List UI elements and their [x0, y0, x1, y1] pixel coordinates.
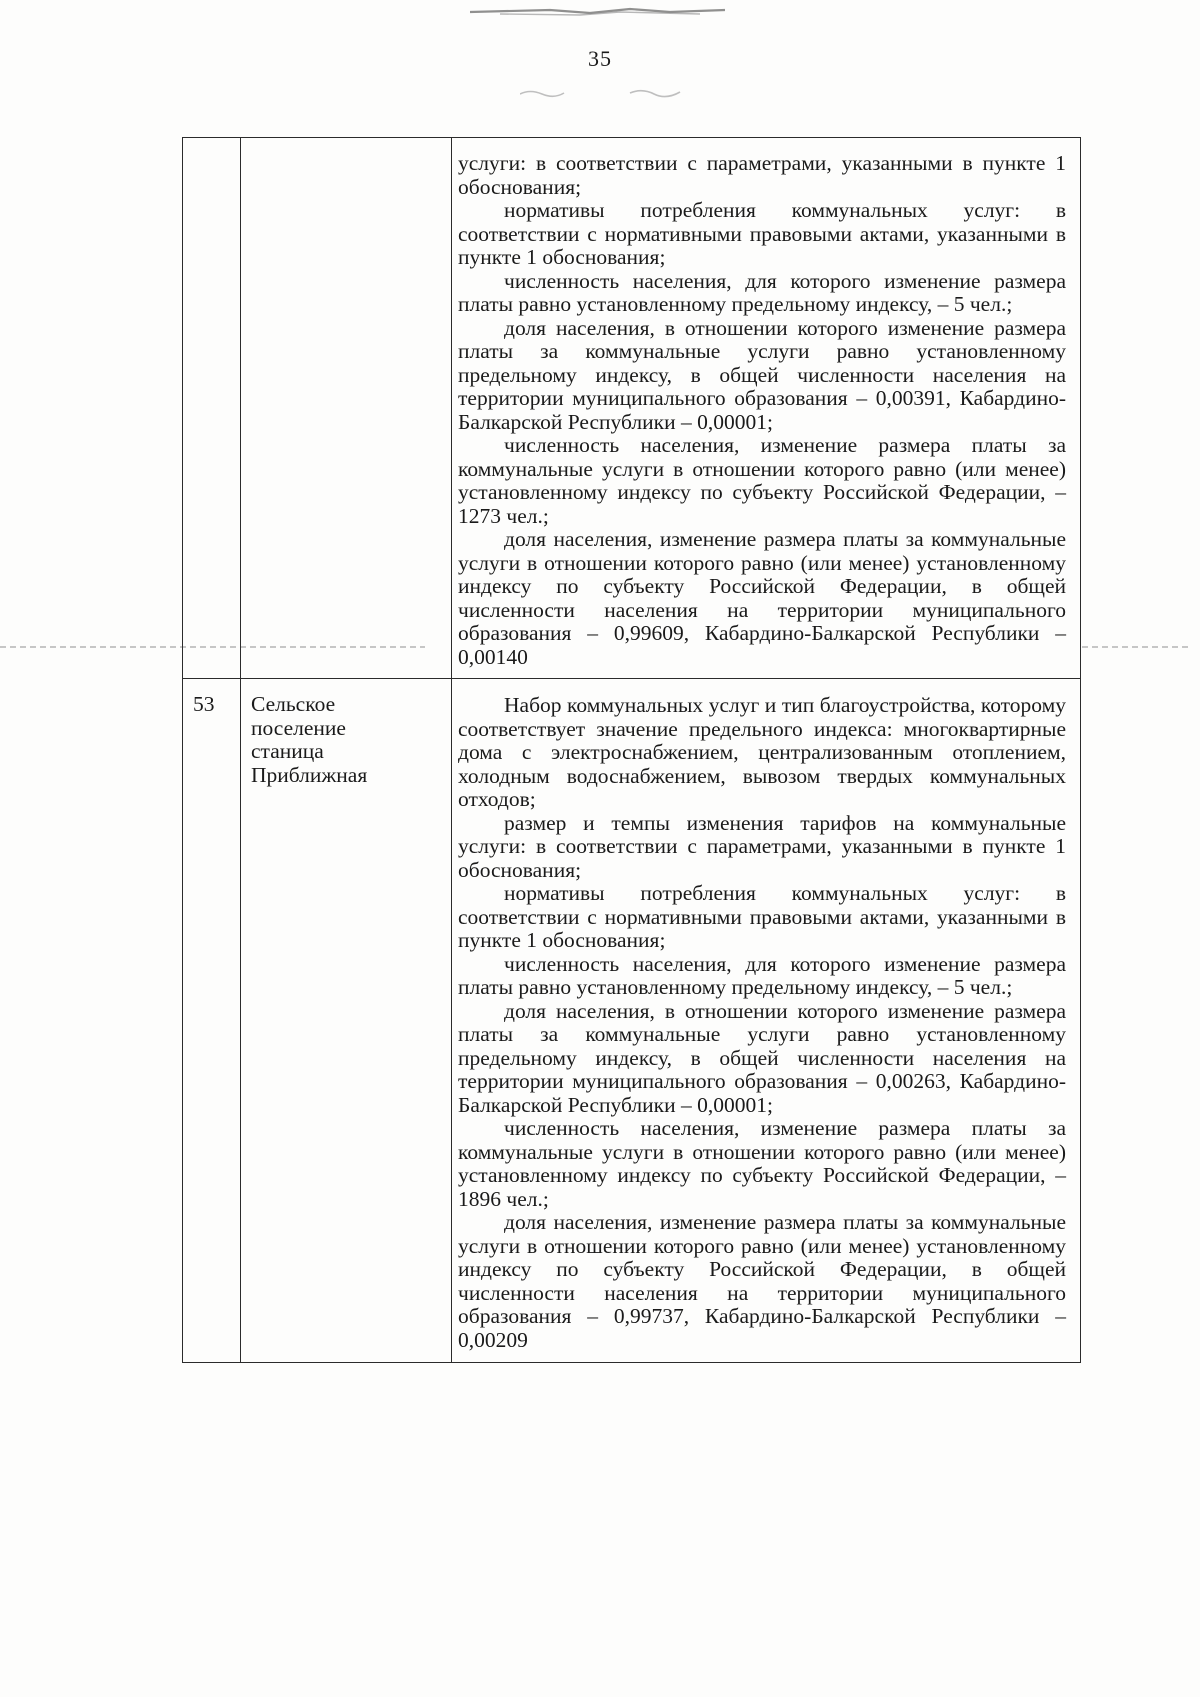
- page-number: 35: [588, 46, 612, 71]
- description-text: [458, 694, 1066, 1352]
- description-paragraph: численность населения, изменение размера платы за коммунальные услуги в отношении которого равно (или менее) установленному индексу по субъекту Российской Федерации, – 1896 чел.;: [458, 1116, 1066, 1211]
- description-paragraph: доля населения, в отношении которого изменение размера платы за коммунальные услуги равно установленному предельному индексу, в общей численности населения на территории муниципального образования – 0,00263, Кабардино-Балкарской Республики – 0,00001;: [458, 998, 1066, 1117]
- description-cell: [452, 679, 1081, 1363]
- table-row-continued: [183, 138, 1081, 679]
- settlement-name-line: поселение: [251, 715, 346, 740]
- description-cell: [452, 138, 1081, 679]
- description-paragraph: нормативы потребления коммунальных услуг: в соответствии с нормативными правовыми актами, указанными в пункте 1 обоснования;: [458, 881, 1066, 952]
- description-paragraph: доля населения, в отношении которого изменение размера платы за коммунальные услуги равно установленному предельному индексу, в общей численности населения на территории муниципального образования – 0,00391, Кабардино-Балкарской Республики – 0,00001;: [458, 315, 1066, 434]
- row-number: 53: [193, 692, 215, 716]
- scan-artifact-top: [470, 6, 725, 18]
- description-paragraph: доля населения, изменение размера платы за коммунальные услуги в отношении которого равно (или менее) установленному индексу по субъекту Российской Федерации, в общей численности населения на территории муниципального образования – 0,99737, Кабардино-Балкарской Республики – 0,00209: [458, 1210, 1066, 1352]
- settlement-name-line: станица: [251, 739, 324, 763]
- settlement-name-line: Приближная: [251, 762, 368, 787]
- description-paragraph: услуги: в соответствии с параметрами, указанными в пункте 1 обоснования;: [458, 151, 1066, 199]
- settlement-name: [251, 693, 445, 787]
- description-paragraph: доля населения, изменение размера платы за коммунальные услуги в отношении которого равно (или менее) установленному индексу по субъекту Российской Федерации, в общей численности населения на территории муниципального образования – 0,99609, Кабардино-Балкарской Республики – 0,00140: [458, 527, 1066, 669]
- description-paragraph: размер и темпы изменения тарифов на коммунальные услуги: в соответствии с параметрами, указанными в пункте 1 обоснования;: [458, 810, 1066, 882]
- description-text: [458, 152, 1066, 669]
- data-table: [182, 137, 1081, 1363]
- settlement-name-line: Сельское: [251, 692, 336, 716]
- settlement-name-cell: [241, 679, 452, 1363]
- description-paragraph: численность населения, для которого изменение размера платы равно установленному предельному индексу, – 5 чел.;: [458, 268, 1066, 316]
- settlement-name-cell: [241, 138, 452, 679]
- description-paragraph: Набор коммунальных услуг и тип благоустройства, которому соответствует значение предельного индекса: многоквартирные дома с электроснабжением, централизованным отоплением, холодным водоснабжением, вывозом твердых коммунальных отходов;: [458, 693, 1066, 811]
- description-paragraph: численность населения, для которого изменение размера платы равно установленному предельному индексу, – 5 чел.;: [458, 951, 1066, 999]
- scan-artifact-marks: [520, 86, 700, 100]
- description-paragraph: нормативы потребления коммунальных услуг: в соответствии с нормативными правовыми актами, указанными в пункте 1 обоснования;: [458, 198, 1066, 269]
- description-paragraph: численность населения, изменение размера платы за коммунальные услуги в отношении которого равно (или менее) установленному индексу по субъекту Российской Федерации, – 1273 чел.;: [458, 433, 1066, 528]
- scan-artifact-line-right: [1082, 646, 1192, 648]
- table-row-53: [183, 679, 1081, 1363]
- row-number-cell: [183, 679, 241, 1363]
- row-number-cell: [183, 138, 241, 679]
